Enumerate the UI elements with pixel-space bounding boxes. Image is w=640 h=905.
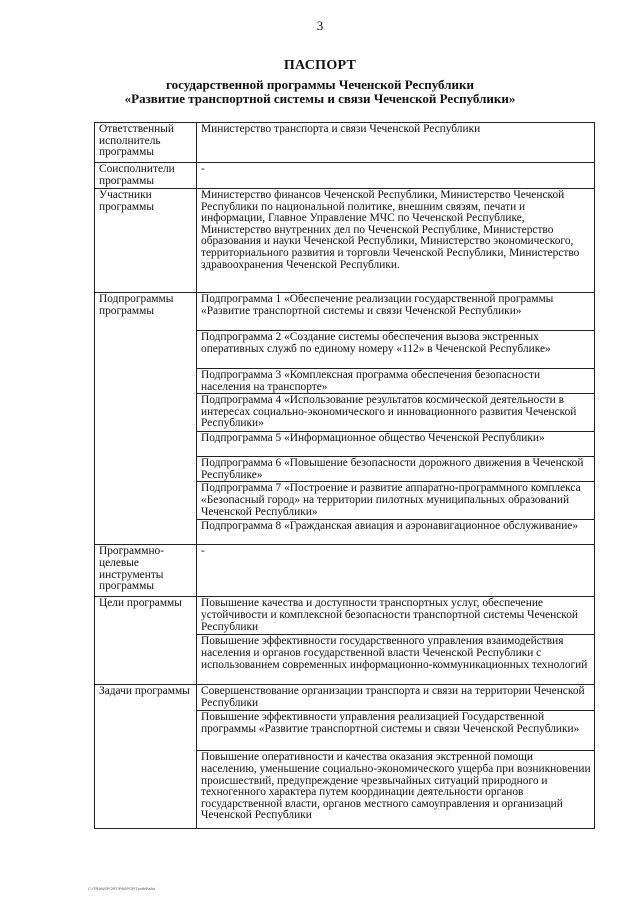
subprogram-item: Подпрограмма 6 «Повышение безопасности дорожного движения в Чеченской Республике» [197, 457, 595, 482]
table-row [95, 293, 595, 331]
table-row [95, 163, 595, 189]
row-label-coexecutors: Соисполнители программы [95, 163, 197, 189]
table-row [95, 189, 595, 293]
row-value-coexecutors: - [197, 163, 595, 189]
row-label-tasks: Задачи программы [95, 685, 197, 829]
goal-item: Повышение эффективности государственного управления взаимодействия населения и органов государственной власти Чеченской Республики с использованием современных информационно-коммуникационных технологий [197, 635, 595, 685]
subprogram-item: Подпрограмма 2 «Создание системы обеспечения вызова экстренных оперативных служб по единому номеру «112» в Чеченской Республике» [197, 331, 595, 369]
passport-table [94, 122, 595, 829]
row-label-responsible: Ответственный исполнитель программы [95, 123, 197, 163]
footer-file-code: С:\TRANSPORT\PASPORT.pdf•Файл [88, 886, 156, 891]
row-label-subprograms: Подпрограммы программы [95, 293, 197, 545]
task-item: Повышение эффективности управления реализацией Государственной программы «Развитие транспортной системы и связи Чеченской Республики» [197, 711, 595, 751]
row-value-target-programs: - [197, 545, 595, 597]
document-title: ПАСПОРТ [283, 58, 357, 73]
document-subtitle [0, 78, 640, 106]
subtitle-line-1: государственной программы Чеченской Республики [166, 77, 474, 92]
table-row [95, 545, 595, 597]
subprogram-item: Подпрограмма 5 «Информационное общество Чеченской Республики» [197, 432, 595, 457]
subprogram-item: Подпрограмма 7 «Построение и развитие аппаратно-программного комплекса «Безопасный город» на территории пилотных муниципальных образований Чеченской Республики» [197, 482, 595, 520]
subprogram-item: Подпрограмма 3 «Комплексная программа обеспечения безопасности населения на транспорте» [197, 369, 595, 394]
row-value-participants: Министерство финансов Чеченской Республики, Министерство Чеченской Республики по национальной политике, внешним связям, печати и информации, Главное Управление МЧС по Чеченской Республике, Министерство внутренних дел по Чеченской Республике, Министерство образования и науки Чеченской Республики, Министерство экономического, территориального развития и торговли Чеченской Республики, Министерство здравоохранения Чеченской Республики. [197, 189, 595, 293]
table-row [95, 685, 595, 711]
row-label-target-programs: Программно-целевые инструменты программы [95, 545, 197, 597]
table-row [95, 597, 595, 635]
row-value-responsible: Министерство транспорта и связи Чеченской Республики [197, 123, 595, 163]
table-row [95, 123, 595, 163]
row-label-goals: Цели программы [95, 597, 197, 685]
row-label-participants: Участники программы [95, 189, 197, 293]
subprogram-item: Подпрограмма 1 «Обеспечение реализации государственной программы «Развитие транспортной системы и связи Чеченской Республики» [197, 293, 595, 331]
subprogram-item: Подпрограмма 8 «Гражданская авиация и аэронавигационное обслуживание» [197, 520, 595, 545]
task-item: Повышение оперативности и качества оказания экстренной помощи населению, уменьшение социально-экономического ущерба при возникновении происшествий, предупреждение чрезвычайных ситуаций природного и техногенного характера путем координации деятельности органов государственной власти, органов местного самоуправления и организаций Чеченской Республики [197, 751, 595, 829]
task-item: Совершенствование организации транспорта и связи на территории Чеченской Республики [197, 685, 595, 711]
page-number: 3 [316, 18, 324, 33]
goal-item: Повышение качества и доступности транспортных услуг, обеспечение устойчивости и комплексной безопасности транспортной системы Чеченской Республики [197, 597, 595, 635]
subprogram-item: Подпрограмма 4 «Использование результатов космической деятельности в интересах социально-экономического и инновационного развития Чеченской Республики» [197, 394, 595, 432]
subtitle-line-2: «Развитие транспортной системы и связи Чеченской Республики» [124, 91, 516, 106]
